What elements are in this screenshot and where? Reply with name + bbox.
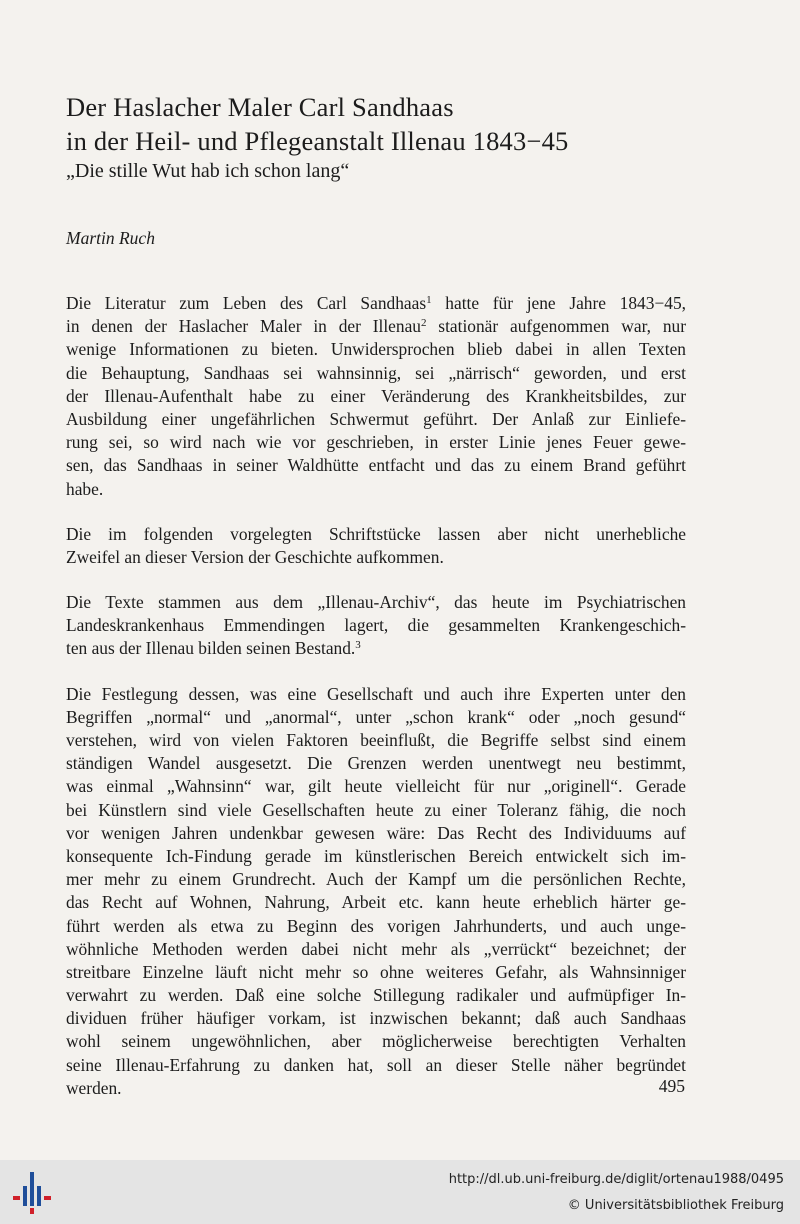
- text-line: Die Festlegung dessen, was eine Gesellschaft und auch ihre Experten unter den: [66, 683, 686, 704]
- text-line: wenige Informationen zu bieten. Unwidersprochen blieb dabei in allen Texten: [66, 339, 686, 360]
- text-line: führt werden als etwa zu Beginn des vorigen Jahrhunderts, und auch unge-: [66, 915, 686, 936]
- text-line: wohl seinem ungewöhnlichen, aber möglicherweise berechtigten Verhalten: [66, 1031, 686, 1052]
- page-number: 495: [658, 1076, 685, 1096]
- text-line: ten aus der Illenau bilden seinen Bestand.$^3$: [66, 638, 361, 659]
- text-line: vor wenigen Jahren undenkbar gewesen wäre: Das Recht des Individuums auf: [66, 822, 686, 843]
- footnote-ref-3[interactable]: 3: [355, 639, 361, 652]
- paragraph-3: [66, 591, 686, 661]
- text-line: in denen der Haslacher Maler in der Illenau$^2$ stationär aufgenommen war, nur: [66, 316, 687, 337]
- title-line-2: in der Heil- und Pflegeanstalt Illenau 1843−45: [66, 126, 569, 156]
- viewer-footer: [0, 1160, 800, 1224]
- paragraph-1: [66, 292, 686, 501]
- title-line-1: Der Haslacher Maler Carl Sandhaas: [66, 92, 454, 122]
- text-line: rung sei, so wird nach wie vor geschrieben, in erster Linie jenes Feuer gewe-: [66, 432, 686, 453]
- text-line: das Recht auf Wohnen, Nahrung, Arbeit etc. kann heute erheblich härter ge-: [66, 892, 686, 913]
- text-line: wöhnliche Methoden werden dabei nicht mehr als „verrückt“ bezeichnet; der: [66, 938, 686, 959]
- article-body: [66, 292, 686, 1100]
- text-line: verstehen, wird von vielen Faktoren beeinflußt, die Begriffe selbst sind einem: [66, 730, 686, 750]
- author-name: Martin Ruch: [66, 228, 155, 248]
- text-line: der Illenau-Aufenthalt habe zu einer Veränderung des Krankheitsbildes, zur: [66, 385, 686, 406]
- article-title: [66, 90, 746, 158]
- text-line: Ausbildung einer ungefährlichen Schwermut geführt. Der Anlaß zur Einliefe-: [66, 408, 686, 429]
- text-line: Landeskrankenhaus Emmendingen lagert, die gesammelten Krankengeschich-: [66, 615, 686, 636]
- paragraph-2: [66, 523, 686, 569]
- text-line: streitbare Einzelne läuft nicht mehr so ohne weiteres Gefahr, als Wahnsinniger: [66, 961, 686, 982]
- text-line: Begriffen „normal“ und „anormal“, unter „schon krank“ oder „noch gesund“: [66, 706, 686, 727]
- text-line: Die Texte stammen aus dem „Illenau-Archiv“, das heute im Psychiatrischen: [66, 592, 686, 613]
- text-line: sen, das Sandhaas in seiner Waldhütte entfacht und das zu einem Brand geführt: [66, 455, 686, 476]
- text-line: die Behauptung, Sandhaas sei wahnsinnig, sei „närrisch“ geworden, und erst: [66, 362, 686, 383]
- paragraph-4: [66, 683, 686, 1100]
- permalink-url[interactable]: http://dl.ub.uni-freiburg.de/diglit/ortenau1988/0495: [448, 1172, 784, 1187]
- text-line: Die im folgenden vorgelegten Schriftstücke lassen aber nicht unerhebliche: [66, 523, 686, 544]
- article-subtitle: „Die stille Wut hab ich schon lang“: [66, 160, 350, 182]
- text-line: bei Künstlern sind viele Gesellschaften heute zu einer Toleranz fähig, die noch: [66, 799, 686, 820]
- text-line: was einmal „Wahnsinn“ war, gilt heute vielleicht für nur „originell“. Gerade: [66, 776, 686, 797]
- text-line: werden.: [66, 1077, 122, 1098]
- text-line: Die Literatur zum Leben des Carl Sandhaas$^1$ hatte für jene Jahre 1843−45,: [66, 293, 686, 313]
- text-line: dividuen früher häufiger vorkam, ist inzwischen bekannt; daß auch Sandhaas: [66, 1008, 686, 1029]
- text-line: Zweifel an dieser Version der Geschichte aufkommen.: [66, 546, 444, 567]
- text-line: ständigen Wandel ausgesetzt. Die Grenzen werden unentwegt neu bestimmt,: [66, 753, 686, 774]
- copyright-notice: © Universitätsbibliothek Freiburg: [567, 1198, 784, 1213]
- library-logo-icon: [12, 1170, 52, 1216]
- text-line: verwahrt zu werden. Daß eine solche Stillegung radikaler und aufmüpfiger In-: [66, 985, 686, 1006]
- text-line: habe.: [66, 478, 104, 499]
- text-line: seine Illenau-Erfahrung zu danken hat, soll an dieser Stelle näher begründet: [66, 1054, 686, 1075]
- footnote-ref-1[interactable]: 1: [426, 294, 432, 306]
- text-line: mer mehr zu einem Grundrecht. Auch der Kampf um die persönlichen Rechte,: [66, 869, 686, 890]
- text-line: konsequente Ich-Findung gerade im künstlerischen Bereich entwickelt sich im-: [66, 845, 686, 866]
- footnote-ref-2[interactable]: 2: [421, 317, 427, 330]
